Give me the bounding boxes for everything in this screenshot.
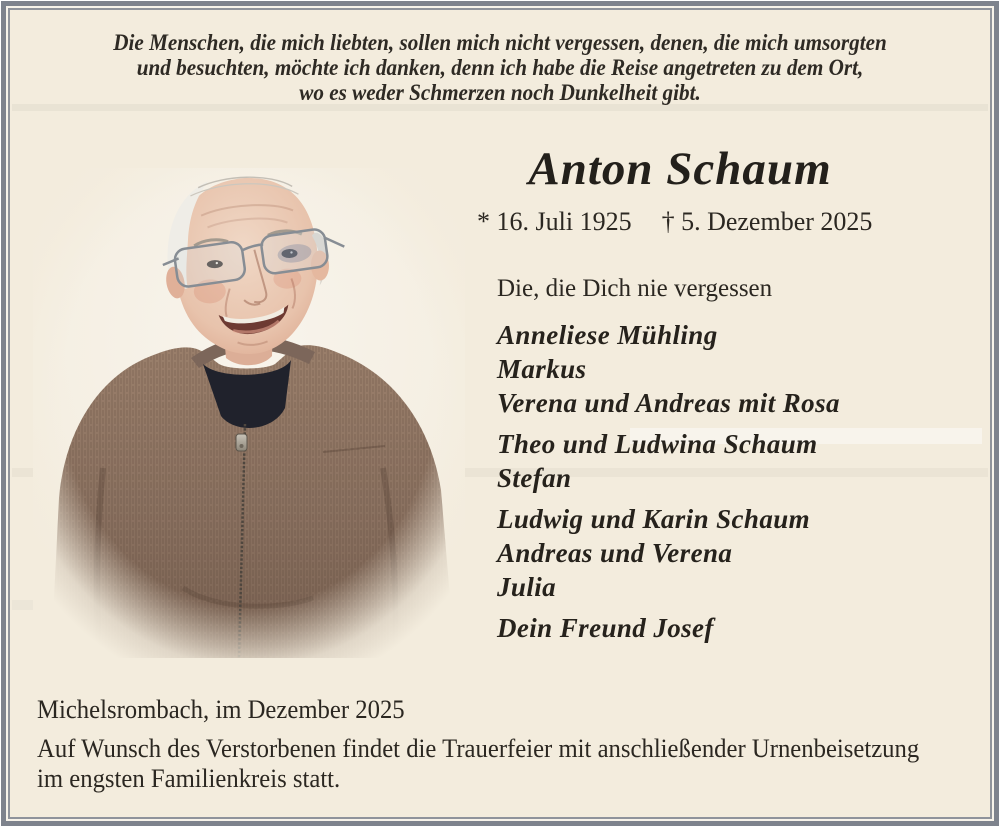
- mourner-name: Dein Freund Josef: [497, 613, 714, 643]
- photo-vignette: [33, 168, 465, 658]
- epigraph-line: und besuchten, möchte ich danken, denn ich habe die Reise angetreten zu dem Ort,: [136, 55, 864, 80]
- footer-notice: [37, 734, 940, 794]
- mourner-name: Verena und Andreas mit Rosa: [497, 388, 840, 418]
- mourners-intro: Die, die Dich nie vergessen: [497, 275, 773, 302]
- portrait-photo: [33, 168, 465, 658]
- memorial-epigraph: [40, 30, 960, 105]
- epigraph-line: wo es weder Schmerzen noch Dunkelheit gibt.: [299, 80, 701, 105]
- mourner-group: [497, 611, 937, 645]
- mourner-group: [497, 427, 937, 495]
- mourner-group: [497, 318, 937, 420]
- deceased-name: Anton Schaum: [528, 143, 832, 195]
- mourner-name: Ludwig und Karin Schaum: [497, 504, 811, 534]
- mourner-group: [497, 502, 937, 604]
- footer-location-date: Michelsrombach, im Dezember 2025: [37, 695, 405, 724]
- footer-notice-line: Auf Wunsch des Verstorbenen findet die Trauerfeier mit anschließender Urnenbeisetzung: [37, 734, 920, 763]
- scan-artifact: [12, 104, 988, 111]
- mourner-name: Theo und Ludwina Schaum: [497, 429, 818, 459]
- mourner-name: Anneliese Mühling: [497, 320, 718, 350]
- mourner-name: Andreas und Verena: [497, 538, 733, 568]
- birth-date: * 16. Juli 1925: [477, 207, 632, 236]
- life-dates: [477, 206, 937, 238]
- footer-notice-line: im engsten Familienkreis statt.: [37, 764, 341, 793]
- footer: [37, 694, 987, 794]
- mourners-list: [497, 274, 937, 652]
- mourner-name: Stefan: [497, 463, 572, 493]
- epigraph-line: Die Menschen, die mich liebten, sollen mich nicht vergessen, denen, die mich umsorgten: [113, 30, 887, 55]
- portrait-illustration: [33, 168, 465, 658]
- death-date: † 5. Dezember 2025: [661, 207, 873, 236]
- mourner-name: Markus: [497, 354, 587, 384]
- mourner-name: Julia: [497, 572, 557, 602]
